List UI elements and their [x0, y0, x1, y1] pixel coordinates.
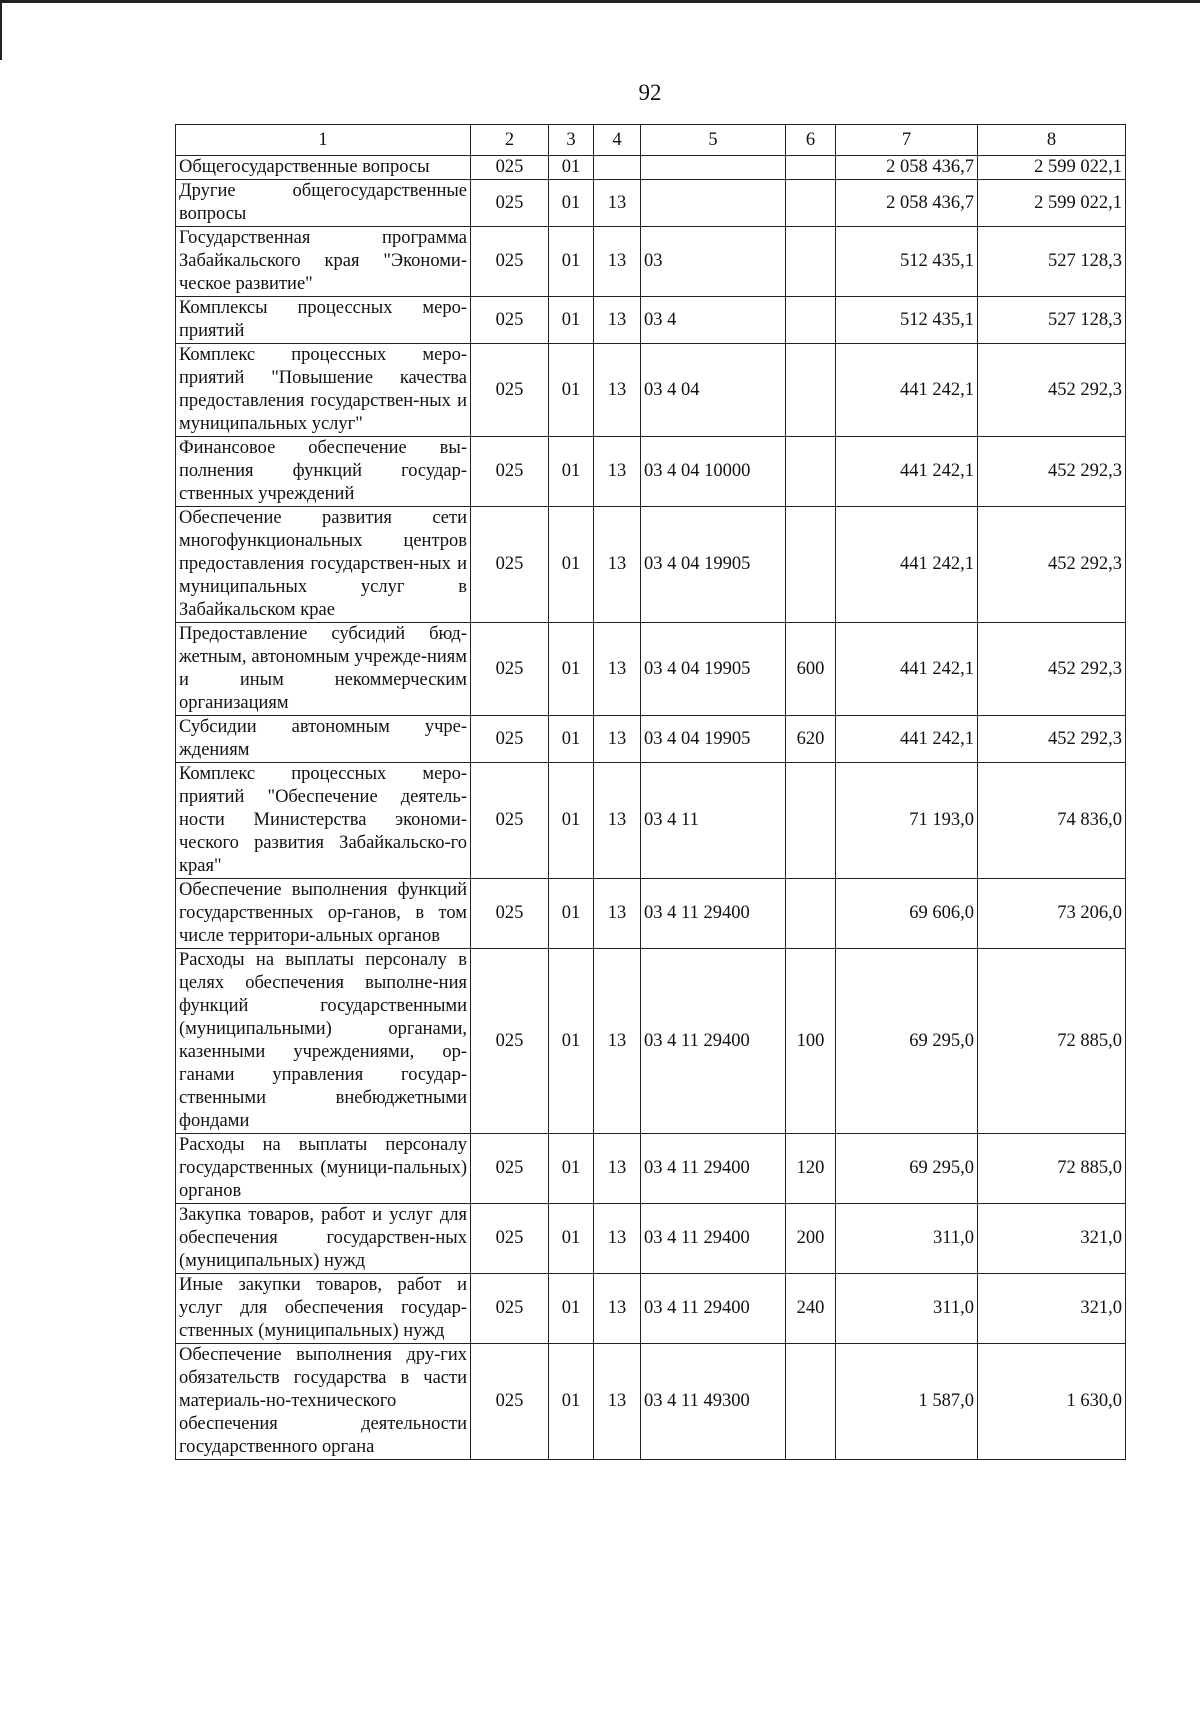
target-article-cell: 03 4 04 19905 [641, 507, 786, 623]
target-article-cell: 03 4 11 29400 [641, 1274, 786, 1344]
amount-year-2-cell: 2 599 022,1 [978, 180, 1126, 227]
amount-year-1-cell: 512 435,1 [836, 227, 978, 297]
section-code-cell: 01 [549, 437, 594, 507]
column-header: 6 [786, 125, 836, 156]
ministry-code-cell: 025 [471, 1204, 549, 1274]
amount-year-1-cell: 441 242,1 [836, 437, 978, 507]
amount-year-1-cell: 441 242,1 [836, 507, 978, 623]
section-code-cell: 01 [549, 1204, 594, 1274]
expense-name-cell: Субсидии автономным учре-ждениям [176, 716, 471, 763]
table-row [176, 879, 1126, 949]
expense-name-cell: Обеспечение выполнения дру-гих обязательств государства в части материаль-но-технического обеспечения деятельности государственного органа [176, 1344, 471, 1460]
ministry-code-cell: 025 [471, 1344, 549, 1460]
subsection-code-cell: 13 [594, 879, 641, 949]
target-article-cell [641, 156, 786, 180]
subsection-code-cell: 13 [594, 180, 641, 227]
expense-name-cell: Финансовое обеспечение вы-полнения функций государ-ственных учреждений [176, 437, 471, 507]
subsection-code-cell: 13 [594, 949, 641, 1134]
amount-year-1-cell: 441 242,1 [836, 344, 978, 437]
target-article-cell: 03 4 11 29400 [641, 1134, 786, 1204]
amount-year-1-cell: 69 295,0 [836, 949, 978, 1134]
column-header: 5 [641, 125, 786, 156]
amount-year-2-cell: 527 128,3 [978, 297, 1126, 344]
ministry-code-cell: 025 [471, 1274, 549, 1344]
ministry-code-cell: 025 [471, 297, 549, 344]
amount-year-2-cell: 321,0 [978, 1274, 1126, 1344]
expense-type-cell: 200 [786, 1204, 836, 1274]
target-article-cell: 03 4 [641, 297, 786, 344]
subsection-code-cell: 13 [594, 297, 641, 344]
section-code-cell: 01 [549, 156, 594, 180]
target-article-cell: 03 4 11 49300 [641, 1344, 786, 1460]
expense-type-cell: 120 [786, 1134, 836, 1204]
amount-year-1-cell: 441 242,1 [836, 716, 978, 763]
table-row [176, 949, 1126, 1134]
ministry-code-cell: 025 [471, 507, 549, 623]
target-article-cell: 03 4 11 29400 [641, 1204, 786, 1274]
expense-type-cell [786, 227, 836, 297]
amount-year-2-cell: 2 599 022,1 [978, 156, 1126, 180]
subsection-code-cell: 13 [594, 1134, 641, 1204]
section-code-cell: 01 [549, 1344, 594, 1460]
section-code-cell: 01 [549, 763, 594, 879]
amount-year-2-cell: 452 292,3 [978, 623, 1126, 716]
section-code-cell: 01 [549, 227, 594, 297]
expense-name-cell: Расходы на выплаты персоналу государственных (муници-пальных) органов [176, 1134, 471, 1204]
subsection-code-cell: 13 [594, 227, 641, 297]
section-code-cell: 01 [549, 623, 594, 716]
expense-type-cell [786, 879, 836, 949]
section-code-cell: 01 [549, 344, 594, 437]
expense-type-cell [786, 344, 836, 437]
section-code-cell: 01 [549, 297, 594, 344]
section-code-cell: 01 [549, 1274, 594, 1344]
table-row [176, 1274, 1126, 1344]
subsection-code-cell: 13 [594, 1344, 641, 1460]
amount-year-1-cell: 512 435,1 [836, 297, 978, 344]
amount-year-2-cell: 72 885,0 [978, 949, 1126, 1134]
target-article-cell [641, 180, 786, 227]
target-article-cell: 03 4 04 10000 [641, 437, 786, 507]
amount-year-1-cell: 2 058 436,7 [836, 156, 978, 180]
table-row [176, 716, 1126, 763]
table-row [176, 623, 1126, 716]
amount-year-2-cell: 1 630,0 [978, 1344, 1126, 1460]
table-row [176, 507, 1126, 623]
expense-name-cell: Другие общегосударственные вопросы [176, 180, 471, 227]
expense-name-cell: Комплексы процессных меро-приятий [176, 297, 471, 344]
target-article-cell: 03 4 11 [641, 763, 786, 879]
amount-year-1-cell: 71 193,0 [836, 763, 978, 879]
ministry-code-cell: 025 [471, 344, 549, 437]
column-header: 7 [836, 125, 978, 156]
table-row [176, 156, 1126, 180]
expense-type-cell [786, 297, 836, 344]
amount-year-2-cell: 452 292,3 [978, 437, 1126, 507]
ministry-code-cell: 025 [471, 180, 549, 227]
target-article-cell: 03 4 04 [641, 344, 786, 437]
ministry-code-cell: 025 [471, 716, 549, 763]
expense-type-cell [786, 180, 836, 227]
section-code-cell: 01 [549, 507, 594, 623]
amount-year-1-cell: 69 606,0 [836, 879, 978, 949]
table-row [176, 297, 1126, 344]
target-article-cell: 03 4 04 19905 [641, 716, 786, 763]
ministry-code-cell: 025 [471, 437, 549, 507]
subsection-code-cell: 13 [594, 507, 641, 623]
expense-type-cell [786, 507, 836, 623]
subsection-code-cell: 13 [594, 344, 641, 437]
expense-name-cell: Иные закупки товаров, работ и услуг для обеспечения государ-ственных (муниципальных) нужд [176, 1274, 471, 1344]
expense-type-cell: 240 [786, 1274, 836, 1344]
table-row [176, 180, 1126, 227]
expense-name-cell: Расходы на выплаты персоналу в целях обеспечения выполне-ния функций государственными (муниципальными) органами, казенными учреждениями, ор-ганами управления государ-ственными внебюджетными фондами [176, 949, 471, 1134]
expense-name-cell: Предоставление субсидий бюд-жетным, автономным учрежде-ниям и иным некоммерческим организациям [176, 623, 471, 716]
ministry-code-cell: 025 [471, 227, 549, 297]
table-row [176, 1204, 1126, 1274]
target-article-cell: 03 [641, 227, 786, 297]
subsection-code-cell: 13 [594, 1274, 641, 1344]
amount-year-2-cell: 74 836,0 [978, 763, 1126, 879]
expense-name-cell: Обеспечение выполнения функций государственных ор-ганов, в том числе территори-альных органов [176, 879, 471, 949]
amount-year-2-cell: 452 292,3 [978, 507, 1126, 623]
ministry-code-cell: 025 [471, 763, 549, 879]
expense-name-cell: Общегосударственные вопросы [176, 156, 471, 180]
amount-year-1-cell: 1 587,0 [836, 1344, 978, 1460]
amount-year-1-cell: 69 295,0 [836, 1134, 978, 1204]
table-row [176, 344, 1126, 437]
subsection-code-cell: 13 [594, 716, 641, 763]
subsection-code-cell: 13 [594, 763, 641, 879]
column-header: 4 [594, 125, 641, 156]
expense-name-cell: Закупка товаров, работ и услуг для обеспечения государствен-ных (муниципальных) нужд [176, 1204, 471, 1274]
expense-name-cell: Комплекс процессных меро-приятий "Обеспечение деятель-ности Министерства экономи-ческого развития Забайкальско-го края" [176, 763, 471, 879]
column-header: 2 [471, 125, 549, 156]
section-code-cell: 01 [549, 180, 594, 227]
subsection-code-cell [594, 156, 641, 180]
table-row [176, 763, 1126, 879]
column-header: 8 [978, 125, 1126, 156]
section-code-cell: 01 [549, 949, 594, 1134]
expense-type-cell [786, 156, 836, 180]
table-row [176, 227, 1126, 297]
amount-year-2-cell: 73 206,0 [978, 879, 1126, 949]
table-row [176, 1344, 1126, 1460]
expense-name-cell: Комплекс процессных меро-приятий "Повышение качества предоставления государствен-ных и муниципальных услуг" [176, 344, 471, 437]
section-code-cell: 01 [549, 1134, 594, 1204]
amount-year-2-cell: 72 885,0 [978, 1134, 1126, 1204]
scan-border-left [0, 0, 2, 60]
amount-year-1-cell: 441 242,1 [836, 623, 978, 716]
section-code-cell: 01 [549, 879, 594, 949]
target-article-cell: 03 4 11 29400 [641, 879, 786, 949]
amount-year-1-cell: 311,0 [836, 1274, 978, 1344]
table-row [176, 437, 1126, 507]
amount-year-2-cell: 527 128,3 [978, 227, 1126, 297]
ministry-code-cell: 025 [471, 623, 549, 716]
expense-name-cell: Государственная программа Забайкальского края "Экономи-ческое развитие" [176, 227, 471, 297]
table-row [176, 1134, 1126, 1204]
expense-type-cell [786, 763, 836, 879]
amount-year-2-cell: 321,0 [978, 1204, 1126, 1274]
subsection-code-cell: 13 [594, 623, 641, 716]
table-header-row [176, 125, 1126, 156]
subsection-code-cell: 13 [594, 437, 641, 507]
target-article-cell: 03 4 04 19905 [641, 623, 786, 716]
column-header: 1 [176, 125, 471, 156]
amount-year-2-cell: 452 292,3 [978, 716, 1126, 763]
subsection-code-cell: 13 [594, 1204, 641, 1274]
expense-type-cell [786, 437, 836, 507]
amount-year-1-cell: 311,0 [836, 1204, 978, 1274]
ministry-code-cell: 025 [471, 949, 549, 1134]
amount-year-2-cell: 452 292,3 [978, 344, 1126, 437]
budget-table [175, 124, 1126, 1460]
ministry-code-cell: 025 [471, 1134, 549, 1204]
ministry-code-cell: 025 [471, 156, 549, 180]
ministry-code-cell: 025 [471, 879, 549, 949]
expense-type-cell: 600 [786, 623, 836, 716]
expense-type-cell: 620 [786, 716, 836, 763]
scan-border-top [0, 0, 1200, 3]
expense-type-cell: 100 [786, 949, 836, 1134]
table-body [176, 156, 1126, 1460]
expense-type-cell [786, 1344, 836, 1460]
amount-year-1-cell: 2 058 436,7 [836, 180, 978, 227]
column-header: 3 [549, 125, 594, 156]
target-article-cell: 03 4 11 29400 [641, 949, 786, 1134]
expense-name-cell: Обеспечение развития сети многофункциональных центров предоставления государствен-ных и муниципальных услуг в Забайкальском крае [176, 507, 471, 623]
page-number: 92 [638, 80, 662, 105]
section-code-cell: 01 [549, 716, 594, 763]
